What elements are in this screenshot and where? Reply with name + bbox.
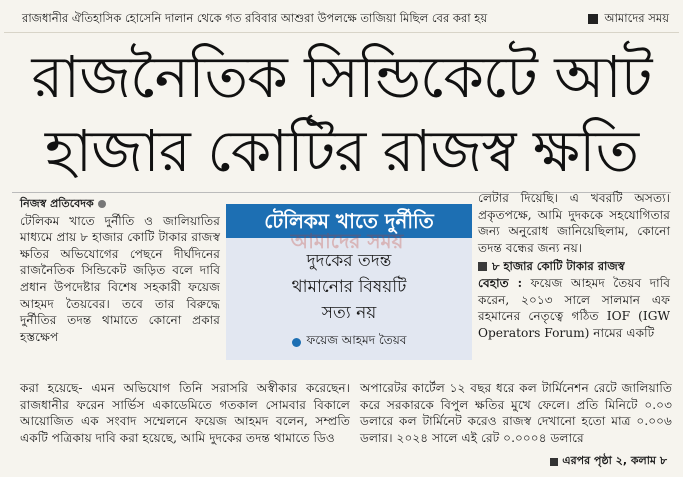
left-column-body: টেলিকম খাতে দুর্নীতি ও জালিয়াতির মাধ্যমে প্রায় ৮ হাজার কোটি টাকার রাজস্ব ক্ষতির অভিযোগের পেছনে দীর্ঘদিনের রাজনৈতিক সিন্ডিকেট জড়িত বলে দাবি প্রধান উপদেষ্টার বিশেষ সহকারী ফয়েজ আহমদ তৈয়বের। তবে তার বিরুদ্ধে দুর্নীতির তদন্ত থামাতে কোনো প্রকার হস্তক্ষেপ — [20, 213, 220, 344]
byline-dot-icon — [98, 200, 106, 208]
headline-line-1: রাজনৈতিক সিন্ডিকেটে আট — [31, 43, 652, 111]
continuation-note — [550, 452, 667, 471]
bottom-left-body: করা হয়েছে- এমন অভিযোগ তিনি সরাসরি অস্বীকার করেছেন। রাজধানীর ফরেন সার্ভিস একাডেমিতে গতকাল সোমবার বিকালে আয়োজিত এক সংবাদ সম্মেলনে ফয়েজ আহমদ বলেন, সম্প্রতি একটি পত্রিকায় দাবি করা হয়েছে, আমি দুদকের তদন্ত থামাতে ডিও — [20, 381, 350, 445]
quote-line-3: সত্য নয় — [321, 303, 377, 323]
right-column-text-2: ফয়েজ আহমদ তৈয়ব দাবি করেন, ২০১৩ সালে সালমান এফ রহমানের নেতৃত্বে গঠিত IOF (IGW Operators Forum) নামের একটি — [478, 275, 670, 340]
quote-line-1: দুদকের তদন্ত — [306, 251, 392, 271]
continuation-square-icon — [550, 458, 558, 466]
author-dot-icon — [292, 338, 301, 347]
headline — [0, 40, 683, 188]
photo-credit: আমাদের সময় — [604, 10, 669, 25]
right-column-body-2 — [478, 275, 670, 341]
right-column-body: লেটার দিয়েছি। এ খবরটি অসত্য। প্রকৃতপক্ষে, আমি দুদককে সহযোগিতার জন্য অনুরোধ জানিয়েছিলাম, কোনো তদন্ত বন্ধের জন্য নয়। — [478, 191, 670, 255]
bottom-right-column — [360, 380, 672, 446]
photo-caption-strip — [4, 6, 679, 33]
subhead-square-icon — [478, 262, 487, 271]
subhead-text: ৮ হাজার কোটি টাকার রাজস্ব — [492, 259, 625, 274]
right-column — [478, 190, 670, 341]
highlight-quote — [226, 248, 472, 326]
left-column — [20, 196, 220, 345]
bottom-left-column — [20, 380, 350, 446]
headline-line-2: হাজার কোটির রাজস্ব ক্ষতি — [44, 117, 639, 185]
byline — [20, 196, 220, 213]
continuation-text: এরপর পৃষ্ঠা ২, কলাম ৮ — [562, 454, 667, 467]
right-subhead — [478, 258, 670, 275]
highlight-banner: টেলিকম খাতে দুর্নীতি — [226, 204, 472, 238]
highlight-author — [226, 332, 472, 352]
quote-line-2: থামানোর বিষয়টি — [291, 277, 407, 297]
highlight-box — [226, 204, 472, 360]
byline-text: নিজস্ব প্রতিবেদক — [20, 197, 94, 210]
photo-caption: রাজধানীর ঐতিহাসিক হোসেনি দালান থেকে গত রবিবার আশুরা উপলক্ষে তাজিয়া মিছিল বের করা হয় — [22, 10, 488, 25]
author-name: ফয়েজ আহমদ তৈয়ব — [306, 333, 407, 347]
bottom-right-body: অপারেটর কার্টেল ১২ বছর ধরে কল টার্মিনেশন রেটে জালিয়াতি করে সরকারকে বিপুল ক্ষতির মুখে ফেলে। প্রতি মিনিটে ০.০৩ ডলারে কল টার্মিনেট করেও রাজস্ব দেখানো হতো মাত্র ০.০০৬ ডলার। ২০২৪ সালে এই রেট ০.০০০৪ ডলারে — [360, 381, 672, 445]
caption-separator-square — [588, 14, 598, 24]
watermark-text: আমাদের সময় — [290, 229, 404, 253]
subhead-lead: বেহাত : — [478, 275, 523, 290]
